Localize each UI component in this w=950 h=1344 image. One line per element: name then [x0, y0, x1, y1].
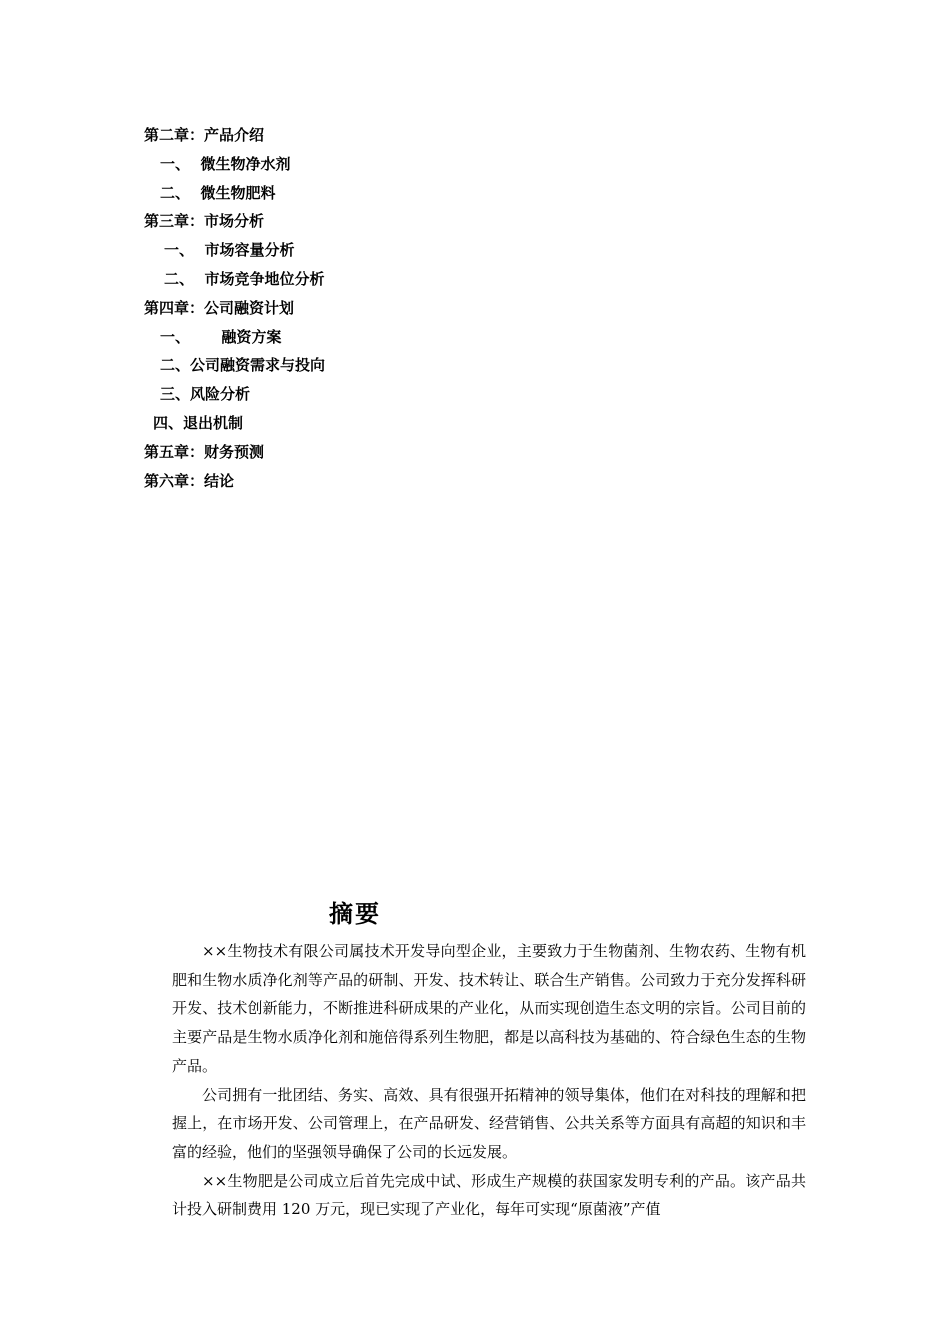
toc-chapter-4: 第四章：公司融资计划 — [144, 298, 295, 317]
toc-item-financing-plan: 一、 融资方案 — [160, 327, 282, 346]
toc-chapter-5: 第五章：财务预测 — [144, 442, 265, 461]
abstract-paragraph: ××生物肥是公司成立后首先完成中试、形成生产规模的获国家发明专利的产品。该产品共计投入研制费用 120 万元，现已实现了产业化，每年可实现“原菌液”产值 — [172, 1171, 806, 1219]
toc-item-microbial-fertilizer: 二、 微生物肥料 — [160, 183, 276, 202]
toc-item-exit-mechanism: 四、退出机制 — [153, 413, 244, 432]
abstract-title: 摘要 — [329, 900, 381, 928]
abstract-paragraph: ××生物技术有限公司属技术开发导向型企业，主要致力于生物菌剂、生物农药、生物有机肥和生物水质净化剂等产品的研制、开发、技术转让、联合生产销售。公司致力于充分发挥科研开发、技术创新能力，不断推进科研成果的产业化，从而实现创造生态文明的宗旨。公司目前的主要产品是生物水质净化剂和施倍得系列生物肥，都是以高科技为基础的、符合绿色生态的生物产品。 — [172, 942, 806, 1075]
toc-item-market-capacity: 一、 市场容量分析 — [164, 241, 295, 260]
toc-item-microbial-water-purifier: 一、 微生物净水剂 — [160, 154, 291, 173]
toc-chapter-3: 第三章：市场分析 — [144, 212, 265, 231]
toc-item-financing-needs: 二、公司融资需求与投向 — [160, 356, 326, 375]
toc-chapter-2: 第二章：产品介绍 — [144, 126, 265, 144]
toc-chapter-6: 第六章：结论 — [144, 471, 235, 490]
abstract-paragraph: 公司拥有一批团结、务实、高效、具有很强开拓精神的领导集体，他们在对科技的理解和把握上，在市场开发、公司管理上，在产品研发、经营销售、公共关系等方面具有高超的知识和丰富的经验，他们的坚强领导确保了公司的长远发展。 — [172, 1085, 806, 1161]
abstract-body — [172, 937, 806, 1224]
table-of-contents — [144, 121, 564, 495]
toc-item-risk-analysis: 三、风险分析 — [160, 385, 251, 404]
toc-item-market-competition: 二、 市场竞争地位分析 — [164, 269, 325, 288]
